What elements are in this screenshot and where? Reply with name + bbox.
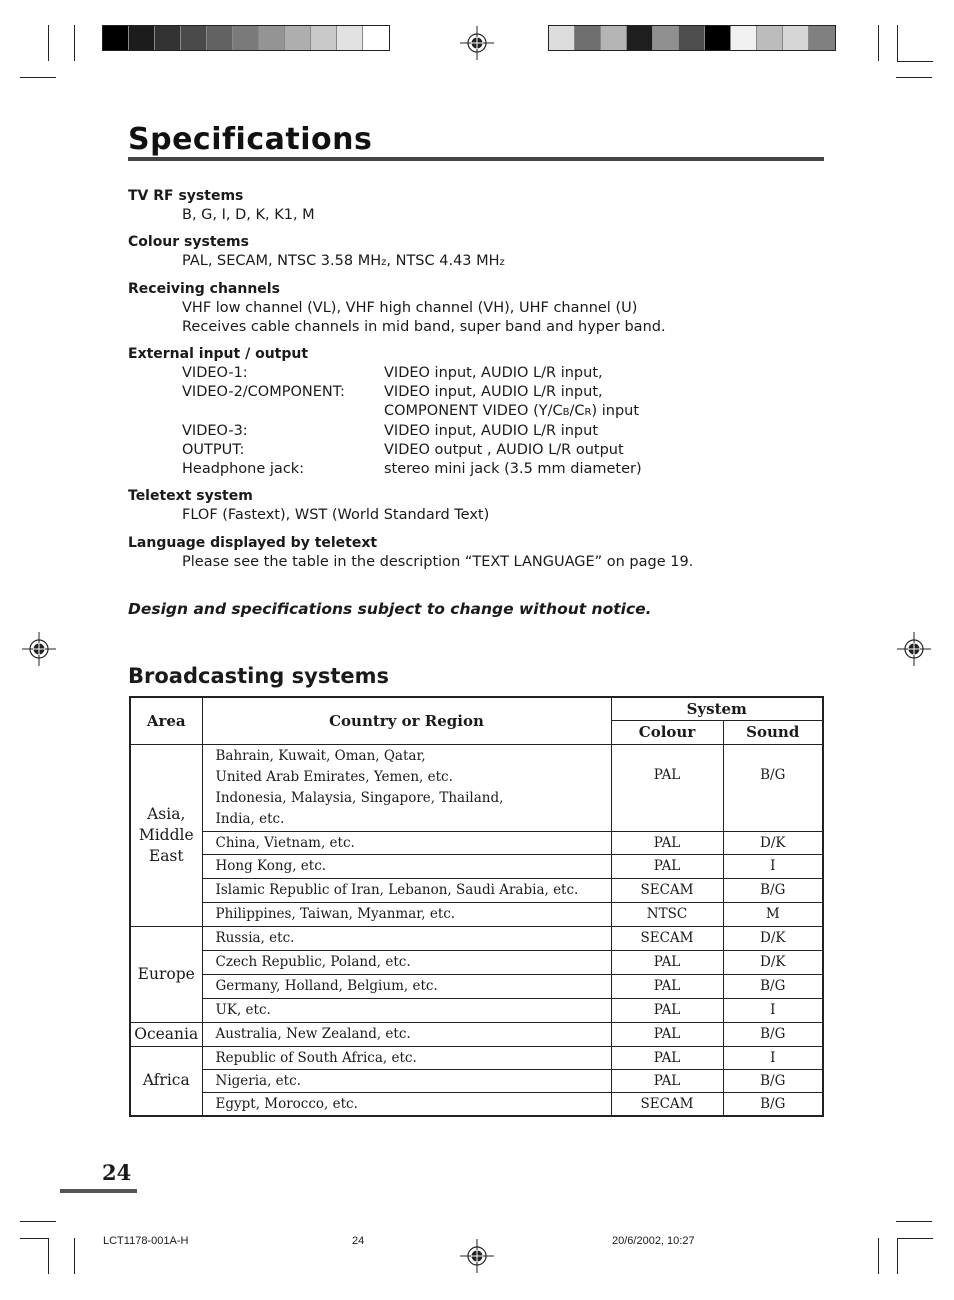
spec-value-part: PAL, SECAM, NTSC 3.58 MH [182, 253, 382, 269]
spec-value: VHF low channel (VL), VHF high channel (VH), UHF channel (U) [182, 300, 638, 316]
table-row [130, 744, 823, 831]
swatch [285, 26, 311, 50]
swatch [809, 26, 835, 50]
column-header-colour: Colour [611, 720, 723, 744]
io-row [128, 460, 642, 479]
area-label: Middle [138, 825, 194, 844]
swatch [259, 26, 285, 50]
io-value: VIDEO output , AUDIO L/R output [384, 442, 624, 458]
table-row [130, 950, 823, 974]
crop-mark [878, 1238, 879, 1274]
swatch [103, 26, 129, 50]
swatch [627, 26, 653, 50]
spec-receiving [128, 280, 666, 337]
column-header-system: System [611, 697, 823, 720]
area-cell: Europe [130, 926, 202, 1022]
country-line: India, etc. [215, 810, 285, 827]
io-label [128, 402, 384, 422]
io-value: VIDEO input, AUDIO L/R input [384, 423, 599, 439]
crop-mark [74, 25, 75, 61]
country-cell: Russia, etc. [202, 926, 611, 950]
table-row [130, 926, 823, 950]
crop-mark [897, 25, 898, 61]
sound-cell: M [723, 902, 823, 926]
country-cell: Hong Kong, etc. [202, 854, 611, 878]
sound-cell: D/K [723, 950, 823, 974]
colour-cell: PAL [611, 1022, 723, 1046]
section-heading: Broadcasting systems [128, 664, 389, 688]
sound-cell: D/K [723, 926, 823, 950]
spec-value-part: , NTSC 4.43 MH [386, 253, 500, 269]
swatch [705, 26, 731, 50]
crop-mark [20, 1238, 49, 1239]
io-value-part: COMPONENT VIDEO (Y/C [384, 403, 563, 419]
colour-cell: NTSC [611, 902, 723, 926]
broadcasting-table [129, 696, 824, 1117]
io-row [128, 422, 642, 441]
column-header-area: Area [130, 697, 202, 744]
crop-mark [897, 1238, 933, 1239]
sound-cell: B/G [723, 1092, 823, 1116]
colour-cell: PAL [611, 831, 723, 854]
country-cell: Czech Republic, Poland, etc. [202, 950, 611, 974]
footer-date: 20/6/2002, 10:27 [612, 1235, 695, 1247]
country-cell: UK, etc. [202, 998, 611, 1022]
table-row [130, 878, 823, 902]
swatch [363, 26, 389, 50]
spec-value: Please see the table in the description “TEXT LANGUAGE” on page 19. [182, 554, 694, 570]
io-row [128, 402, 642, 422]
registration-target-icon [22, 632, 56, 666]
spec-teletext [128, 487, 489, 525]
swatch [783, 26, 809, 50]
colour-cell: SECAM [611, 878, 723, 902]
calibration-bar-left [102, 25, 390, 51]
area-label: East [148, 846, 184, 865]
country-cell: Nigeria, etc. [202, 1069, 611, 1092]
column-header-sound: Sound [723, 720, 823, 744]
spec-tv-rf [128, 187, 315, 225]
country-cell: Islamic Republic of Iran, Lebanon, Saudi Arabia, etc. [202, 878, 611, 902]
crop-mark [878, 25, 879, 61]
spec-heading: Receiving channels [128, 281, 280, 297]
io-label: VIDEO-1: [182, 365, 248, 381]
area-label: Asia, [147, 804, 186, 823]
footer-page: 24 [352, 1235, 365, 1247]
spec-heading: External input / output [128, 346, 309, 362]
swatch [311, 26, 337, 50]
sound-cell: B/G [723, 1069, 823, 1092]
io-value-part: ) input [591, 403, 640, 419]
country-line: Indonesia, Malaysia, Singapore, Thailand, [215, 789, 504, 806]
crop-mark [896, 1221, 932, 1222]
swatch [129, 26, 155, 50]
country-cell: Australia, New Zealand, etc. [202, 1022, 611, 1046]
spec-language [128, 534, 693, 572]
io-label: VIDEO-2/COMPONENT: [182, 384, 345, 400]
sound-cell: B/G [723, 878, 823, 902]
country-cell: Germany, Holland, Belgium, etc. [202, 974, 611, 998]
swatch [337, 26, 363, 50]
page-number: 24 [102, 1160, 132, 1185]
io-value: stereo mini jack (3.5 mm diameter) [384, 461, 642, 477]
colour-cell: SECAM [611, 1092, 723, 1116]
calibration-bar-right [548, 25, 836, 51]
io-value-part: B [562, 407, 570, 418]
colour-cell: PAL [611, 974, 723, 998]
page-title: Specifications [128, 122, 373, 157]
io-label: Headphone jack: [182, 461, 305, 477]
io-value-part: R [584, 407, 592, 418]
area-cell: Africa [130, 1046, 202, 1116]
io-value [384, 402, 639, 422]
swatch [233, 26, 259, 50]
swatch [549, 26, 575, 50]
colour-cell: SECAM [611, 926, 723, 950]
area-cell [130, 744, 202, 926]
swatch [731, 26, 757, 50]
colour-cell: PAL [611, 950, 723, 974]
spec-heading: Teletext system [128, 488, 253, 504]
spec-value-part: z [381, 257, 387, 268]
crop-mark [48, 1238, 49, 1274]
spec-value-part: z [499, 257, 505, 268]
spec-heading: Colour systems [128, 234, 249, 250]
crop-mark [896, 77, 932, 78]
footer-code: LCT1178-001A-H [103, 1235, 189, 1247]
colour-cell: PAL [611, 854, 723, 878]
io-row [128, 441, 642, 460]
io-value-part: /C [569, 403, 585, 419]
country-line: United Arab Emirates, Yemen, etc. [215, 768, 453, 785]
registration-target-icon [897, 632, 931, 666]
swatch [181, 26, 207, 50]
io-row [128, 364, 642, 383]
spec-colour [128, 233, 505, 272]
crop-mark [48, 25, 49, 61]
sound-cell: I [723, 998, 823, 1022]
registration-target-icon [460, 1239, 494, 1273]
sound-cell: D/K [723, 831, 823, 854]
swatch [757, 26, 783, 50]
sound-cell: B/G [723, 744, 823, 831]
table-row [130, 1092, 823, 1116]
crop-mark [897, 1238, 898, 1274]
country-cell: Republic of South Africa, etc. [202, 1046, 611, 1069]
io-label: VIDEO-3: [182, 423, 248, 439]
title-rule [128, 157, 824, 161]
table-header-row [130, 697, 823, 720]
registration-target-icon [460, 26, 494, 60]
crop-mark [74, 1238, 75, 1274]
page-number-rule [60, 1189, 137, 1193]
swatch [679, 26, 705, 50]
country-line: Bahrain, Kuwait, Oman, Qatar, [215, 747, 426, 764]
change-notice: Design and specifications subject to change without notice. [128, 600, 652, 618]
swatch [207, 26, 233, 50]
crop-mark [20, 1221, 56, 1222]
table-row [130, 902, 823, 926]
crop-mark [20, 77, 56, 78]
colour-cell: PAL [611, 1046, 723, 1069]
country-cell [202, 744, 611, 831]
sound-cell: I [723, 854, 823, 878]
table-row [130, 974, 823, 998]
colour-cell: PAL [611, 998, 723, 1022]
country-cell: China, Vietnam, etc. [202, 831, 611, 854]
crop-mark [897, 61, 933, 62]
spec-heading: TV RF systems [128, 188, 244, 204]
io-value: VIDEO input, AUDIO L/R input, [384, 365, 603, 381]
sound-cell: B/G [723, 1022, 823, 1046]
table-row [130, 1069, 823, 1092]
column-header-country: Country or Region [202, 697, 611, 744]
spec-value: FLOF (Fastext), WST (World Standard Text) [182, 507, 490, 523]
country-cell: Egypt, Morocco, etc. [202, 1092, 611, 1116]
colour-cell: PAL [611, 1069, 723, 1092]
colour-cell: PAL [611, 744, 723, 831]
spec-value [128, 252, 505, 272]
spec-value: B, G, I, D, K, K1, M [182, 207, 315, 223]
country-cell: Philippines, Taiwan, Myanmar, etc. [202, 902, 611, 926]
sound-cell: I [723, 1046, 823, 1069]
io-label: OUTPUT: [182, 442, 245, 458]
table-row [130, 831, 823, 854]
table-row [130, 998, 823, 1022]
swatch [155, 26, 181, 50]
io-row [128, 383, 642, 402]
swatch [601, 26, 627, 50]
area-cell: Oceania [130, 1022, 202, 1046]
spec-value: Receives cable channels in mid band, super band and hyper band. [182, 319, 666, 335]
swatch [653, 26, 679, 50]
spec-heading: Language displayed by teletext [128, 535, 378, 551]
swatch [575, 26, 601, 50]
table-row [130, 1046, 823, 1069]
spec-io [128, 345, 642, 479]
table-row [130, 1022, 823, 1046]
sound-cell: B/G [723, 974, 823, 998]
io-value: VIDEO input, AUDIO L/R input, [384, 384, 603, 400]
table-row [130, 854, 823, 878]
